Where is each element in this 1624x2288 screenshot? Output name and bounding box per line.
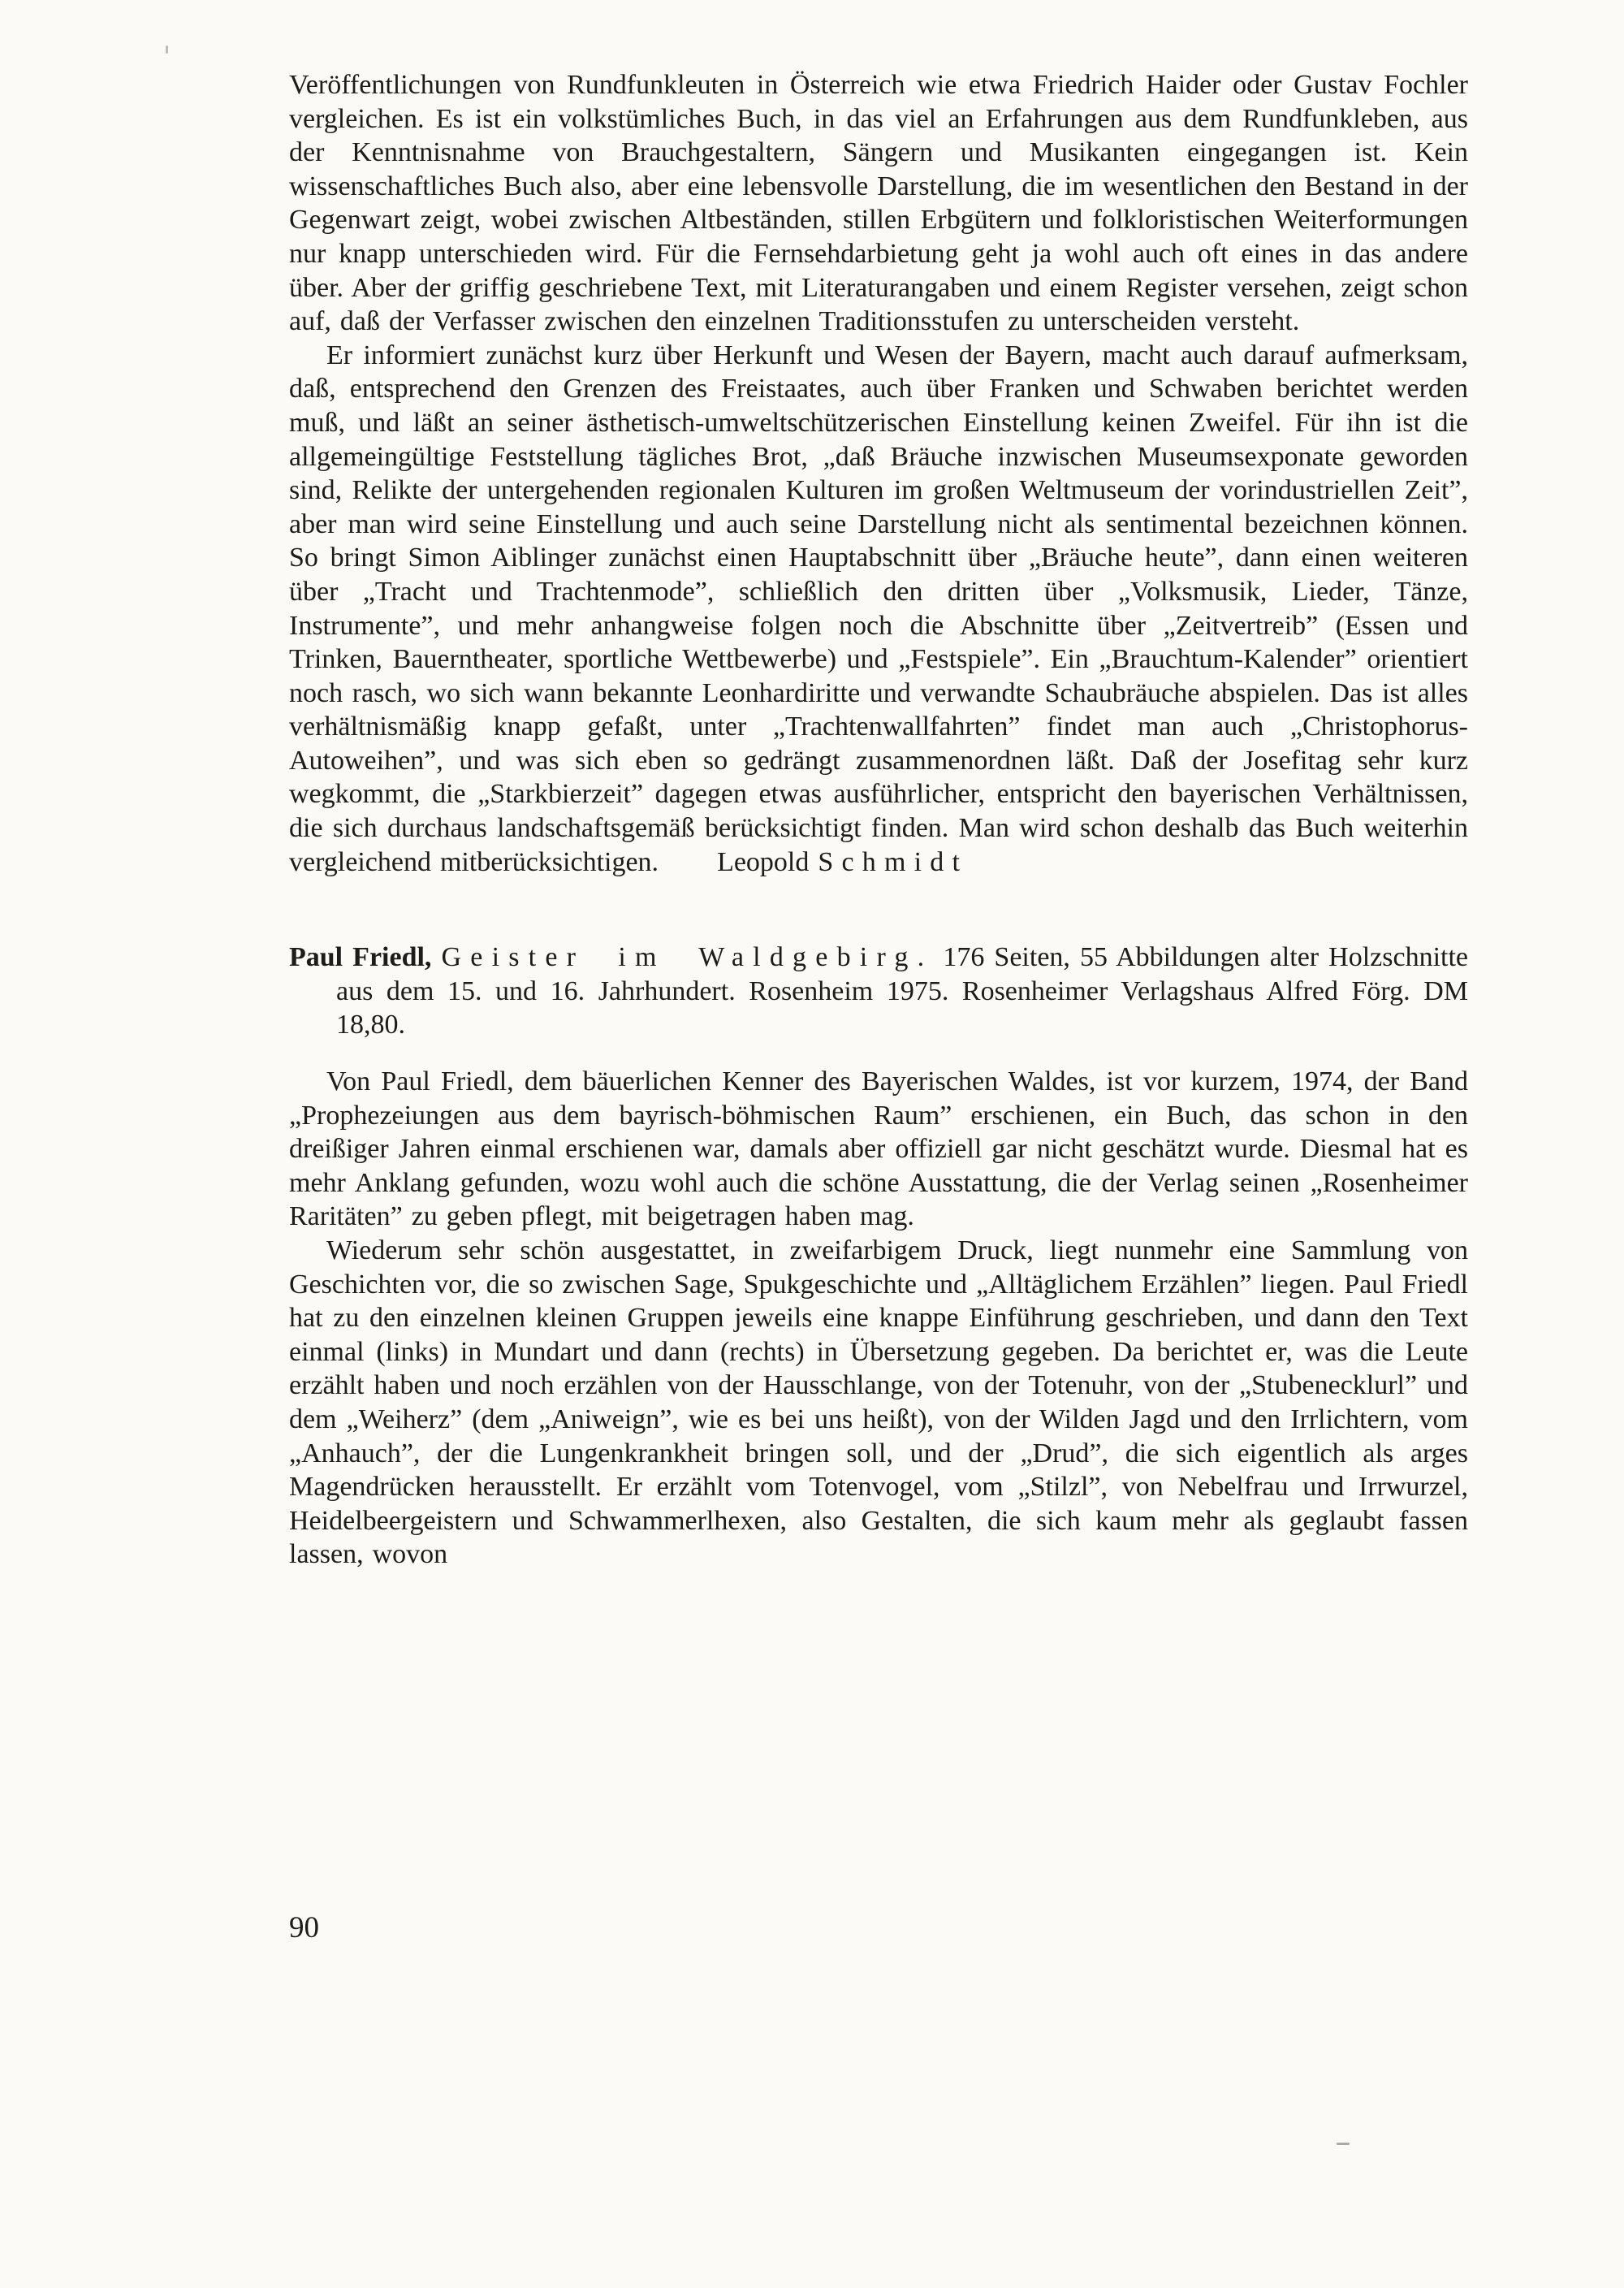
page-text: [289, 68, 1468, 1572]
book-publication-details: 176 Seiten, 55 Abbildungen alter Holzschnitte aus dem 15. und 16. Jahrhundert. Rosenheim 1975. Rosenheimer Verlagshaus Alfred Förg. DM 18,80.: [336, 942, 1468, 1040]
review-friedl-paragraph-intro: Von Paul Friedl, dem bäuerlichen Kenner des Bayerischen Waldes, ist vor kurzem, 1974, der Band „Prophezeiungen aus dem bayrisch-böhmischen Raum” erschienen, ein Buch, das schon in den dreißiger Jahren einmal erschienen war, damals aber offiziell gar nicht geschätzt wurde. Diesmal hat es mehr Anklang gefunden, wozu wohl auch die schöne Ausstattung, die der Verlag seinen „Rosenheimer Raritäten” zu geben pflegt, mit beigetragen haben mag.: [289, 1066, 1468, 1232]
scan-speck: [166, 45, 168, 54]
reviewer-first-name: Leopold: [717, 846, 810, 877]
review-friedl-paragraph-content: Wiederum sehr schön ausgestattet, in zweifarbigem Druck, liegt nunmehr eine Sammlung von Geschichten vor, die so zwischen Sage, Spukgeschichte und „Alltäglichem Erzählen” liegen. Paul Friedl hat zu den einzelnen kleinen Gruppen jeweils eine knappe Einführung geschrieben, und dann den Text einmal (links) in Mundart und dann (rechts) in Übersetzung gegeben. Da berichtet er, was die Leute erzählt haben und noch erzählen von der Hausschlange, von der Totenuhr, von der „Stubenecklurl” und dem „Weiherz” (dem „Aniweign”, wie es bei uns heißt), von der Wilden Jagd und den Irrlichtern, vom „Anhauch”, der die Lungenkrankheit bringen soll, und der „Drud”, die sich eigentlich als arges Magendrücken herausstellt. Er erzählt vom Totenvogel, vom „Stilzl”, von Nebelfrau und Irrwurzel, Heidelbeergeistern und Schwammerlhexen, also Gestalten, die sich kaum mehr als geglaubt fassen lassen, wovon: [289, 1235, 1468, 1570]
reviewer-signature: [717, 847, 968, 877]
book-author: Paul Friedl,: [289, 942, 432, 973]
reviewer-last-name: Schmidt: [818, 846, 969, 877]
friedl-bibliographic-entry: [289, 941, 1468, 1042]
scan-speck: [1337, 2143, 1350, 2145]
review-aiblinger-body-text: Er informiert zunächst kurz über Herkunft und Wesen der Bayern, macht auch darauf aufmerksam, daß, entsprechend den Grenzen des Freistaates, auch über Franken und Schwaben berichtet werden muß, und läßt an seiner ästhetisch-umweltschützerischen Einstellung keinen Zweifel. Für ihn ist die allgemeingültige Feststellung tägliches Brot, „daß Bräuche inzwischen Museumsexponate geworden sind, Relikte der untergehenden regionalen Kulturen im großen Weltmuseum der vorindustriellen Zeit”, aber man wird seine Einstellung und auch seine Darstellung nicht als sentimental bezeichnen können. So bringt Simon Aiblinger zunächst einen Hauptabschnitt über „Bräuche heute”, dann einen weiteren über „Tracht und Trachtenmode”, schließlich den dritten über „Volksmusik, Lieder, Tänze, Instrumente”, und mehr anhangweise folgen noch die Abschnitte über „Zeitvertreib” (Essen und Trinken, Bauerntheater, sportliche Wettbewerbe) und „Festspiele”. Ein „Brauchtum-Kalender” orientiert noch rasch, wo sich wann bekannte Leonhardiritte und verwandte Schaubräuche abspielen. Das ist alles verhältnismäßig knapp gefaßt, unter „Trachtenwallfahrten” findet man auch „Christophorus-Autoweihen”, und was sich eben so gedrängt zusammenordnen läßt. Daß der Josefitag sehr kurz wegkommt, die „Starkbierzeit” dagegen etwas ausführlicher, entspricht den bayerischen Verhältnissen, die sich durchaus landschaftsgemäß berücksichtigt finden. Man wird schon deshalb das Buch weiterhin vergleichend mitberücksichtigen.: [289, 340, 1468, 877]
page-number: 90: [289, 1911, 319, 1944]
review-aiblinger-body-paragraph: [289, 339, 1468, 880]
review-aiblinger-continuation-paragraph: Veröffentlichungen von Rundfunkleuten in Österreich wie etwa Friedrich Haider oder Gustav Fochler vergleichen. Es ist ein volkstümliches Buch, in das viel an Erfahrungen aus dem Rundfunkleben, aus der Kenntnisnahme von Brauchgestaltern, Sängern und Musikanten eingegangen ist. Kein wissenschaftliches Buch also, aber eine lebensvolle Darstellung, die im wesentlichen den Bestand in der Gegenwart zeigt, wobei zwischen Altbeständen, stillen Erbgütern und folkloristischen Weiterformungen nur knapp unterschieden wird. Für die Fernsehdarbietung geht ja wohl auch oft eines in das andere über. Aber der griffig geschriebene Text, mit Literaturangaben und einem Register versehen, zeigt schon auf, daß der Verfasser zwischen den einzelnen Traditionsstufen zu unterscheiden versteht.: [289, 70, 1468, 337]
book-title: Geister im Waldgebirg.: [441, 942, 934, 973]
